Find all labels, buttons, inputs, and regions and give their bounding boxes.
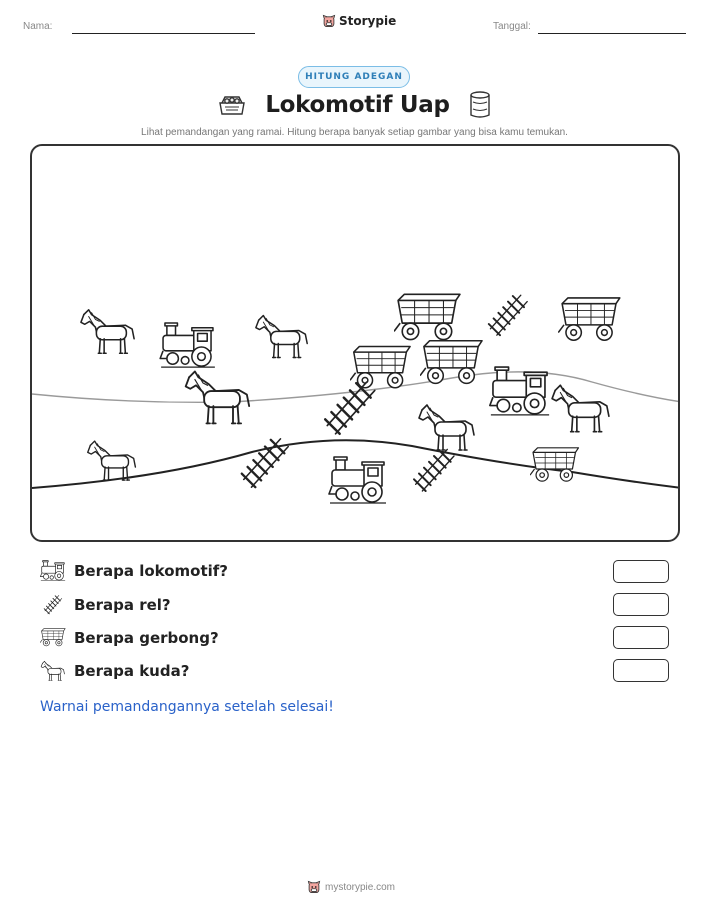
question-label: Berapa lokomotif? bbox=[74, 562, 229, 580]
rail-track-icon bbox=[236, 434, 294, 494]
rail-track-icon bbox=[318, 378, 382, 440]
horse-icon bbox=[40, 660, 66, 682]
horse-icon bbox=[86, 438, 138, 484]
horse-icon bbox=[550, 382, 612, 436]
question-label: Berapa gerbong? bbox=[74, 629, 219, 647]
wagon-icon bbox=[420, 338, 484, 390]
brand-name: Storypie bbox=[339, 14, 397, 28]
storypie-logo-icon bbox=[322, 14, 336, 28]
footer bbox=[307, 880, 395, 894]
answer-box-wagon[interactable] bbox=[613, 626, 669, 649]
date-line[interactable] bbox=[538, 33, 686, 34]
wagon-icon bbox=[558, 296, 622, 346]
instruction-text: Lihat pemandangan yang ramai. Hitung berapa banyak setiap gambar yang bisa kamu temukan. bbox=[141, 127, 568, 138]
horse-icon bbox=[79, 306, 137, 358]
question-wagon bbox=[40, 627, 219, 649]
answer-box-horse[interactable] bbox=[613, 659, 669, 682]
rail-track-icon bbox=[40, 594, 66, 616]
title-row bbox=[0, 90, 709, 120]
horse-icon bbox=[182, 368, 254, 428]
name-label: Nama: bbox=[23, 21, 53, 32]
date-label: Tanggal: bbox=[493, 21, 531, 32]
question-label: Berapa kuda? bbox=[74, 662, 190, 680]
page-title: Lokomotif Uap bbox=[265, 92, 450, 118]
locomotive-icon bbox=[40, 560, 66, 582]
brand bbox=[322, 14, 396, 28]
answer-box-locomotive[interactable] bbox=[613, 560, 669, 583]
storypie-logo-icon bbox=[307, 880, 321, 894]
locomotive-icon bbox=[159, 322, 217, 370]
locomotive-icon bbox=[328, 456, 388, 506]
milk-jar-icon bbox=[468, 90, 492, 120]
name-line[interactable] bbox=[72, 33, 255, 34]
rail-track-icon bbox=[406, 446, 462, 496]
wagon-icon bbox=[40, 627, 66, 649]
rail-track-icon bbox=[480, 292, 536, 340]
question-label: Berapa rel? bbox=[74, 596, 171, 614]
footer-url: mystorypie.com bbox=[325, 881, 396, 893]
coloring-note: Warnai pemandangannya setelah selesai! bbox=[40, 699, 334, 715]
question-rail bbox=[40, 594, 171, 616]
question-horse bbox=[40, 660, 189, 682]
tray-icon bbox=[217, 93, 247, 117]
wagon-icon bbox=[530, 446, 580, 486]
answer-box-rail[interactable] bbox=[613, 593, 669, 616]
activity-badge: HITUNG ADEGAN bbox=[298, 66, 410, 88]
locomotive-icon bbox=[488, 366, 552, 418]
question-locomotive bbox=[40, 560, 228, 582]
counting-scene[interactable] bbox=[30, 144, 680, 542]
horse-icon bbox=[254, 312, 310, 362]
